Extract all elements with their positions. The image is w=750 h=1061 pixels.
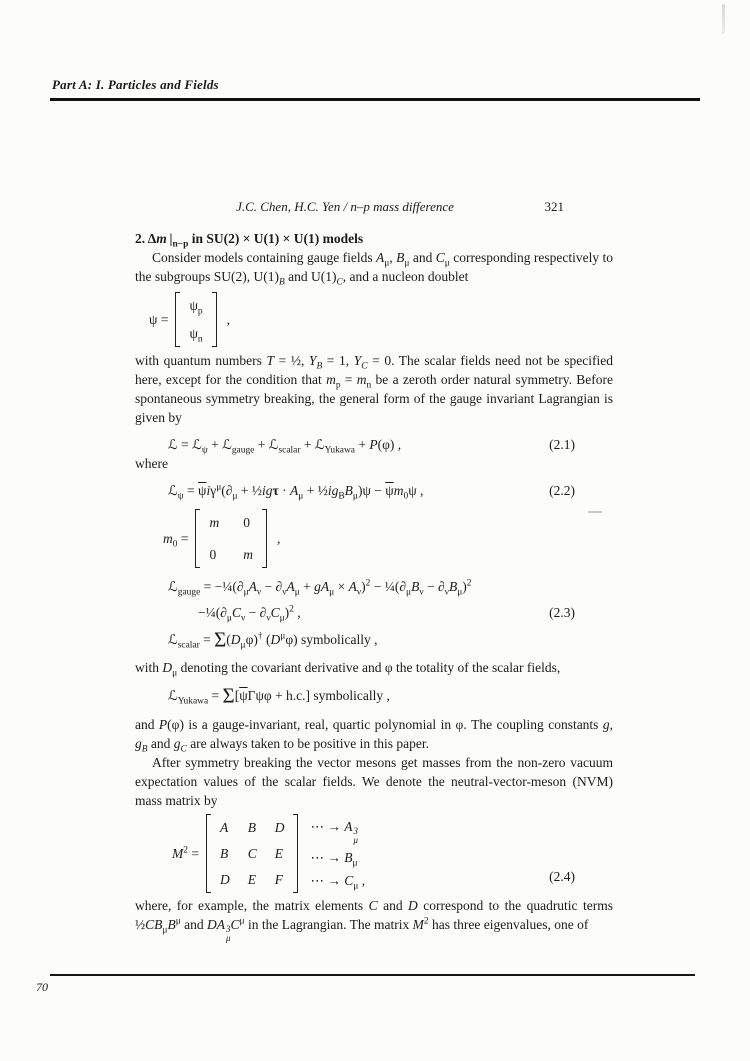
matrix-cells [200, 509, 262, 568]
matrix-row-annotations [310, 814, 365, 893]
equation-scalar: ℒ$_{scalar}$ = $\Sigma(D_\mu\varphi)^\dagger$ $(D^\mu\varphi)$ symbolically , [168, 627, 378, 652]
paragraph-eigenvalues: where, for example, the matrix elements C and D correspond to the quadrutic terms $\frac{1}{2}CB_\mu B^\mu$ and DA 3 μ $C^\mu$ in the Lagrangian. The matrix $M^2$ has three eigenvalues, one of [135, 898, 613, 943]
psi-matrix [175, 292, 216, 347]
matrix-cell: C [247, 846, 257, 861]
where-label: where [135, 456, 168, 471]
paragraph-symmetry-breaking: After symmetry breaking the vector mesons get masses from the non-zero vacuum expectation values of the scalar fields. We denote the neutral-vector-meson (NVM) mass matrix by [135, 755, 613, 808]
paragraph-quantum-numbers: with quantum numbers T = ½, $Y_B = 1$, $Y_C = 0$. The scalar fields need not be specified here, except for the condition that $m_p = m_n$ be a zeroth order natural symmetry. Before spontaneous symmetry breaking, the general form of the gauge invariant Lagrangian is given by [135, 353, 613, 425]
page-number-top: 321 [544, 199, 564, 214]
eq-2-1-number: (2.1) [549, 437, 575, 452]
eq-2-3-line2-row [135, 603, 613, 622]
equation-m0-matrix [135, 509, 613, 568]
matrix-bracket-right [212, 292, 217, 347]
annotation-row-2: ⋯ → $B_\mu$ [310, 850, 358, 869]
annotation-row-3: ⋯ → $C_\mu$ , [310, 873, 366, 892]
paragraph-covariant: with $D_\mu$ denoting the covariant derivative and φ the totality of the scalar fields, [135, 660, 561, 679]
matrix-cell: $\psi_p$ [189, 298, 203, 317]
matrix-cell: m [243, 547, 253, 562]
eq-2-4-number: (2.4) [549, 869, 575, 884]
matrix-cell: A [219, 820, 229, 835]
matrix-cell: m [209, 515, 220, 530]
equation-2-2 [135, 481, 613, 500]
eq-2-4-lhs: $M^2$ = [172, 845, 199, 861]
matrix-cell: E [247, 872, 256, 887]
matrix-cell: F [274, 872, 283, 887]
section-heading: 2. Δm $|_{n-p}$ in SU(2) × U(1) × U(1) models [135, 231, 364, 250]
eq-psi-lhs: ψ = [149, 312, 169, 327]
matrix-cell: D [274, 820, 285, 835]
eq-2-2-number: (2.2) [549, 483, 575, 498]
matrix-cell: E [274, 846, 283, 861]
matrix-bracket-right [262, 509, 267, 568]
eq-2-3-line1: ℒ$_{gauge}$ = $-\frac{1}{4}(\partial_\mu A_\nu - \partial_\nu A_\mu + gA_\mu \times A_\nu)^2$ − $\frac{1}{4}(\partial_\mu B_\nu - \partial_\nu B_\mu)^2$ [168, 578, 472, 598]
equation-2-4 [135, 814, 613, 893]
annotation-row-1: ⋯ → A 3 μ [310, 819, 358, 845]
running-head [135, 197, 613, 216]
eq-2-3-line2: $-\frac{1}{4}(\partial_\mu C_\nu - \partial_\nu C_\mu)^2$ , [198, 604, 301, 624]
eq-2-1-body: ℒ = ℒ$_\psi$ + ℒ$_{gauge}$ + ℒ$_{scalar}$ + ℒ$_{Yukawa}$ + P(φ) , [168, 437, 402, 456]
matrix-cell: B [247, 820, 256, 835]
footer-rule [50, 974, 695, 976]
part-header: Part A: I. Particles and Fields [52, 77, 219, 92]
matrix-cell: 0 [243, 515, 250, 530]
nvm-mass-matrix [206, 814, 299, 893]
matrix-cell: 0 [209, 547, 217, 562]
equation-2-1 [135, 435, 613, 454]
matrix-bracket-right [293, 814, 298, 893]
equation-2-3 [135, 577, 613, 622]
eq-m0-lhs: $m_0$ = [163, 531, 189, 550]
matrix-cell: $\psi_n$ [189, 326, 203, 345]
eq-2-4-row [172, 814, 613, 893]
text-column [135, 197, 613, 942]
paragraph-intro: Consider models containing gauge fields $A_\mu$, $B_\mu$ and $C_\mu$ corresponding respectively to the subgroups SU(2), $U(1)_B$ and $U(1)_C$, and a nucleon doublet [135, 250, 614, 288]
paragraph-polynomial: and P(φ) is a gauge-invariant, real, quartic polynomial in φ. The coupling constants g, $g_B$ and $g_C$ are always taken to be positive in this paper. [135, 717, 613, 755]
m0-matrix [195, 509, 267, 568]
header-rule [50, 98, 700, 101]
matrix-cell: D [219, 872, 230, 887]
matrix-cells [180, 292, 211, 347]
eq-psi-comma: , [226, 312, 230, 327]
equation-yukawa: ℒ$_{Yukawa}$ = $\Sigma[\overline{\psi}\Gamma\psi\varphi + h.c.]$ symbolically , [168, 683, 390, 708]
eq-2-2-body: ℒ$_\psi$ = $\overline{\psi}i\gamma^\mu(\partial_\mu$ + ½igτ · $A_\mu$ + $\frac{1}{2}ig_BB_\mu)\psi - \overline{\psi}m_0\psi$ , [168, 482, 424, 502]
scan-artifact-corner [722, 4, 725, 34]
eq-2-3-number: (2.3) [549, 605, 575, 620]
matrix-cell: B [219, 846, 229, 861]
running-head-title: J.C. Chen, H.C. Yen / n–p mass difference [236, 199, 454, 214]
page-number-bottom: 70 [36, 980, 48, 994]
matrix-cells [211, 814, 294, 893]
equation-psi-doublet [135, 292, 613, 347]
eq-m0-comma: , [276, 531, 281, 546]
